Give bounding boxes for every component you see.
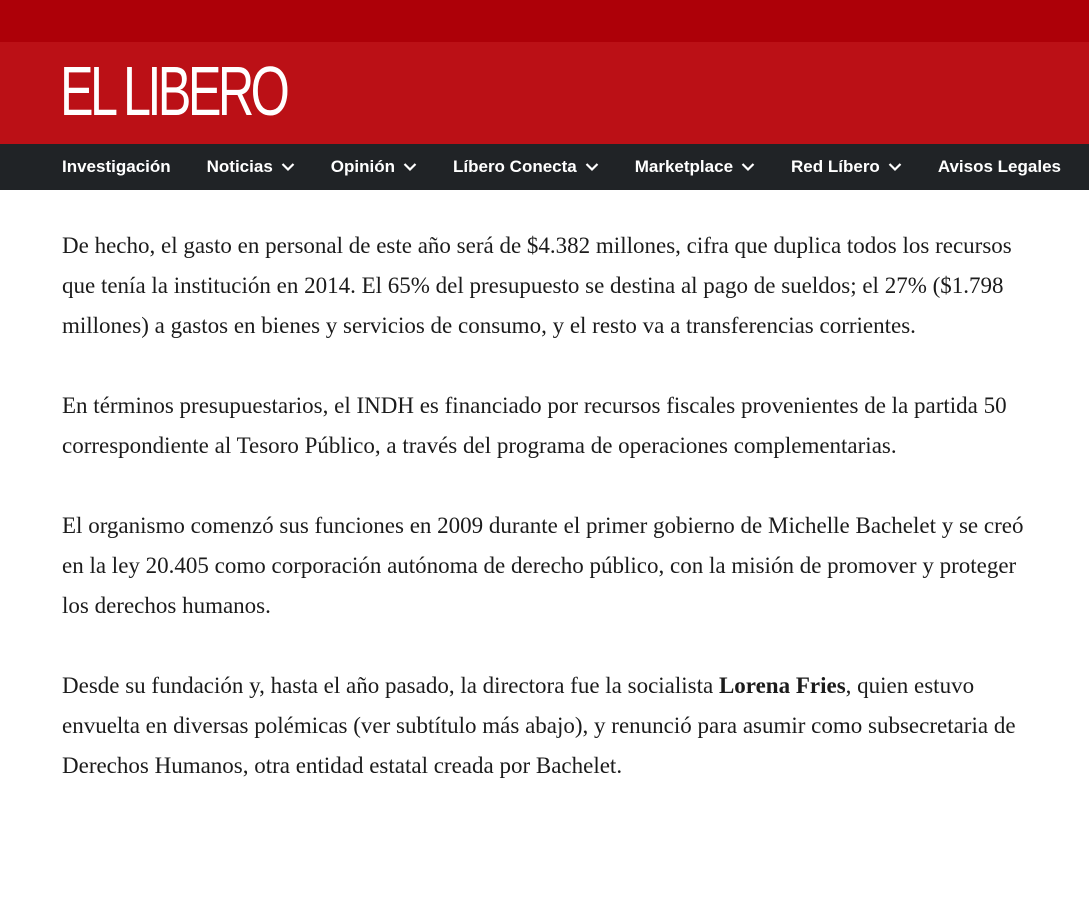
article-paragraph: El organismo comenzó sus funciones en 2009 durante el primer gobierno de Michelle Bachelet y se creó en la ley 20.405 como corporación autónoma de derecho público, con la misión de promover y proteger los derechos humanos. bbox=[62, 513, 1024, 618]
main-nav bbox=[0, 144, 1089, 190]
nav-item-label: Investigación bbox=[62, 157, 171, 176]
nav-item-investigacion[interactable] bbox=[62, 157, 171, 177]
nav-item-label: Opinión bbox=[330, 157, 395, 176]
nav-item-avisos-legales[interactable] bbox=[938, 157, 1061, 177]
chevron-down-icon bbox=[403, 162, 417, 172]
article-paragraph: De hecho, el gasto en personal de este año será de $4.382 millones, cifra que duplica todos los recursos que tenía la institución en 2014. El 65% del presupuesto se destina al pago de sueldos; el 27% ($1.798 millones) a gastos en bienes y servicios de consumo, y el resto va a transferencias corrientes. bbox=[62, 233, 1012, 338]
paragraph-text: Desde su fundación y, hasta el año pasado, la directora fue la socialista bbox=[62, 673, 719, 698]
chevron-down-icon bbox=[281, 162, 295, 172]
chevron-down-icon bbox=[585, 162, 599, 172]
top-strip bbox=[0, 0, 1089, 42]
person-name: Lorena Fries bbox=[718, 673, 846, 698]
nav-item-label: Avisos Legales bbox=[937, 157, 1061, 176]
site-header bbox=[0, 42, 1089, 144]
article-paragraph: En términos presupuestarios, el INDH es financiado por recursos fiscales provenientes de la partida 50 correspondiente al Tesoro Público, a través del programa de operaciones complementarias. bbox=[62, 393, 1007, 458]
chevron-down-icon bbox=[741, 162, 755, 172]
nav-item-libero-conecta[interactable] bbox=[453, 157, 599, 177]
nav-item-noticias[interactable] bbox=[207, 157, 295, 177]
nav-item-label: Marketplace bbox=[634, 157, 734, 176]
nav-item-opinion[interactable] bbox=[331, 157, 417, 177]
site-logo[interactable]: EL LIBERO bbox=[60, 52, 287, 130]
nav-item-label: Noticias bbox=[206, 157, 273, 176]
nav-item-label: Líbero Conecta bbox=[453, 157, 577, 176]
paragraph-text: , quien estuvo envuelta en diversas polémicas (ver subtítulo más abajo), y renunció para asumir como subsecretaria de Derechos Humanos, otra entidad estatal creada por Bachelet. bbox=[62, 673, 1016, 778]
chevron-down-icon bbox=[888, 162, 902, 172]
article-paragraph bbox=[62, 666, 1029, 786]
nav-item-marketplace[interactable] bbox=[635, 157, 755, 177]
article-body bbox=[0, 190, 1089, 786]
nav-item-red-libero[interactable] bbox=[791, 157, 902, 177]
nav-item-label: Red Líbero bbox=[791, 157, 880, 176]
